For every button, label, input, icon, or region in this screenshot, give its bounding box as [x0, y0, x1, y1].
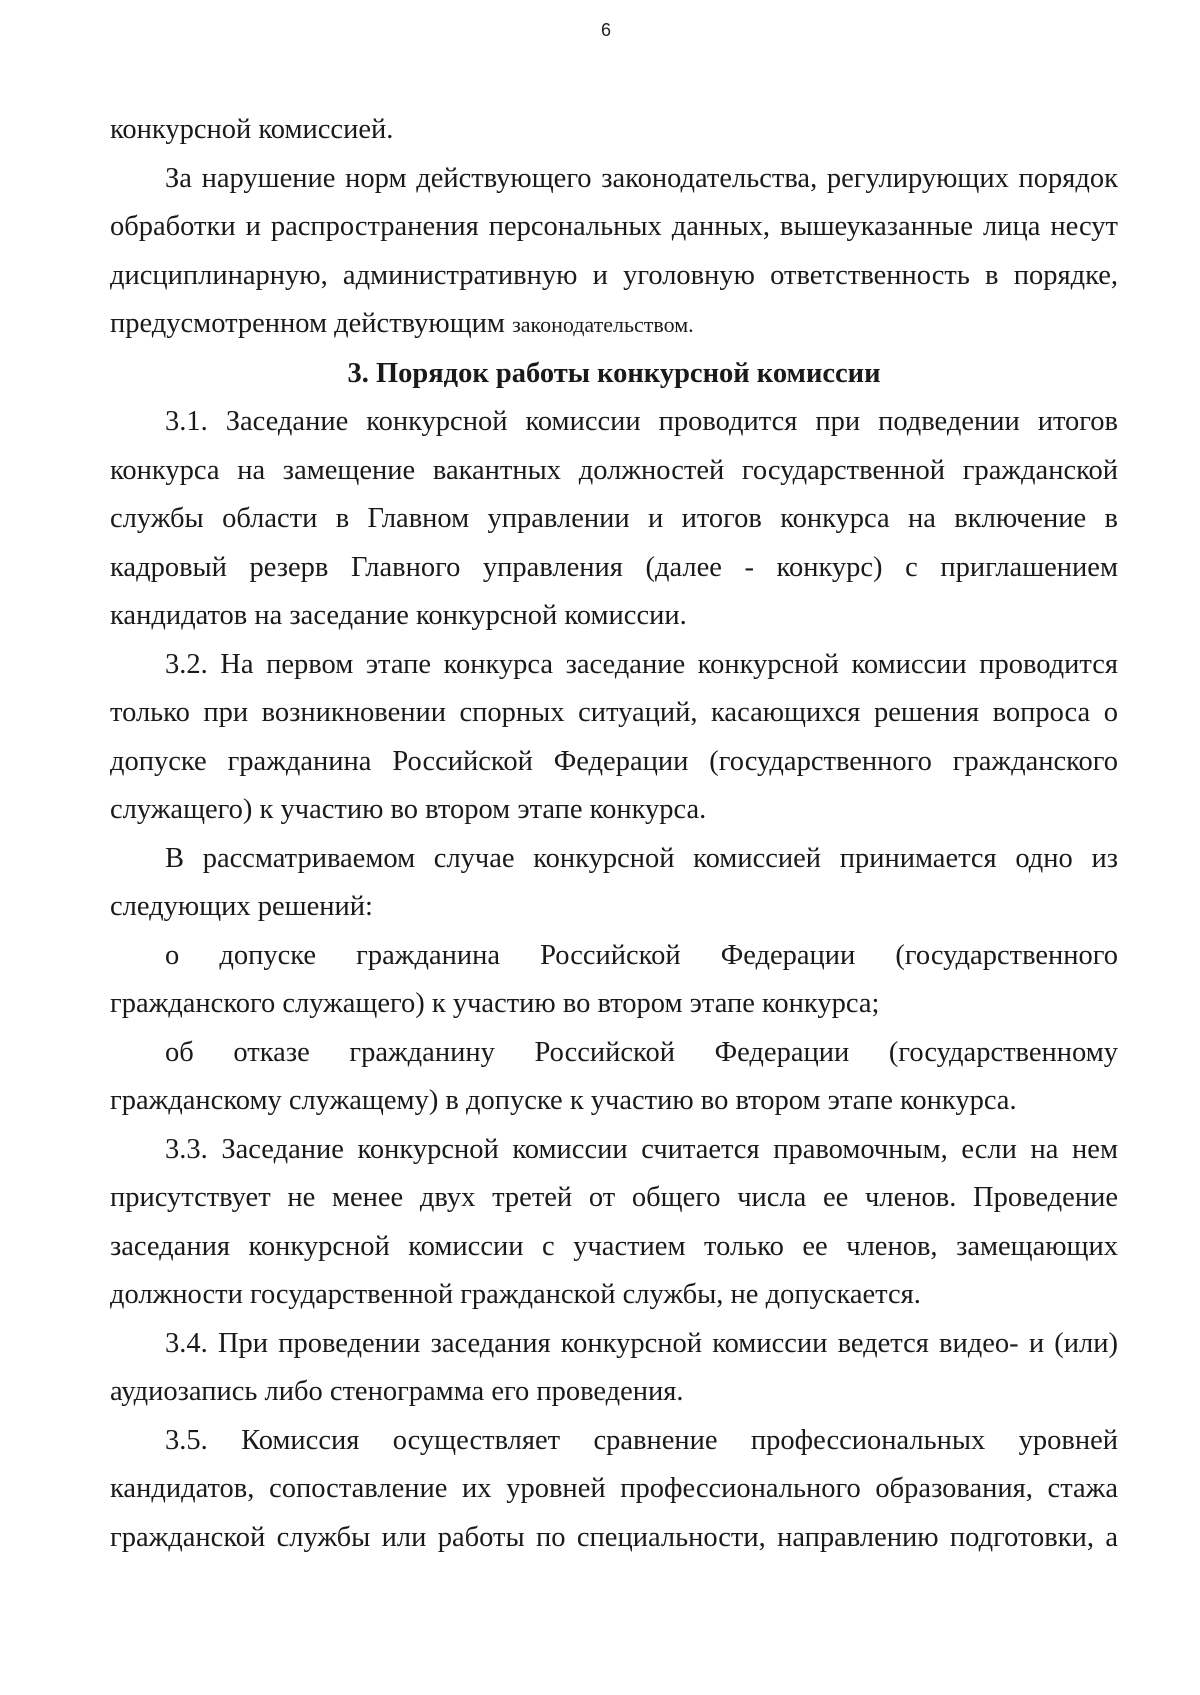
paragraph-liability-text: За нарушение норм действующего законодательства, регулирующих порядок обработки и распространения персональных данных, вышеуказанные лица несут дисциплинарную, административную и уголовную ответственность в порядке, предусмотренном действующим — [110, 162, 1118, 339]
page-number: 6 — [600, 20, 611, 40]
paragraph-continuation: конкурсной комиссией. — [110, 114, 394, 145]
paragraph-3-4: 3.4. При проведении заседания конкурсной комиссии ведется видео- и (или) аудиозапись либо стенограмма его проведения. — [110, 1327, 1118, 1407]
paragraph-3-3: 3.3. Заседание конкурсной комиссии считается правомочным, если на нем присутствует не менее двух третей от общего числа ее членов. Проведение заседания конкурсной комиссии с участием только ее членов, замещающих должности государственной гражданской службы, не допускается. — [110, 1133, 1118, 1310]
paragraph-3-2-refuse: об отказе гражданину Российской Федерации (государственному гражданскому служащему) в допуске к участию во втором этапе конкурса. — [110, 1036, 1118, 1116]
section-heading: 3. Порядок работы конкурсной комиссии — [347, 357, 881, 389]
paragraph-liability — [110, 155, 1118, 350]
paragraph-3-2-decisions: В рассматриваемом случае конкурсной комиссией принимается одно из следующих решений: — [110, 842, 1118, 922]
paragraph-3-1: 3.1. Заседание конкурсной комиссии проводится при подведении итогов конкурса на замещение вакантных должностей государственной гражданской службы области в Главном управлении и итогов конкурса на включение в кадровый резерв Главного управления (далее - конкурс) с приглашением кандидатов на заседание конкурсной комиссии. — [110, 406, 1118, 631]
paragraph-liability-tail: законодательством. — [512, 312, 694, 337]
paragraph-3-2-admit: о допуске гражданина Российской Федерации (государственного гражданского служащего) к участию во втором этапе конкурса; — [110, 939, 1118, 1019]
paragraph-3-2: 3.2. На первом этапе конкурса заседание конкурсной комиссии проводится только при возникновении спорных ситуаций, касающихся решения вопроса о допуске гражданина Российской Федерации (государственного гражданского служащего) к участию во втором этапе конкурса. — [110, 648, 1118, 825]
paragraph-3-5: 3.5. Комиссия осуществляет сравнение профессиональных уровней кандидатов, сопоставление их уровней профессионального образования, стажа гражданской службы или работы по специальности, направлению подготовки, а — [110, 1424, 1118, 1553]
document-body — [110, 106, 1118, 1562]
